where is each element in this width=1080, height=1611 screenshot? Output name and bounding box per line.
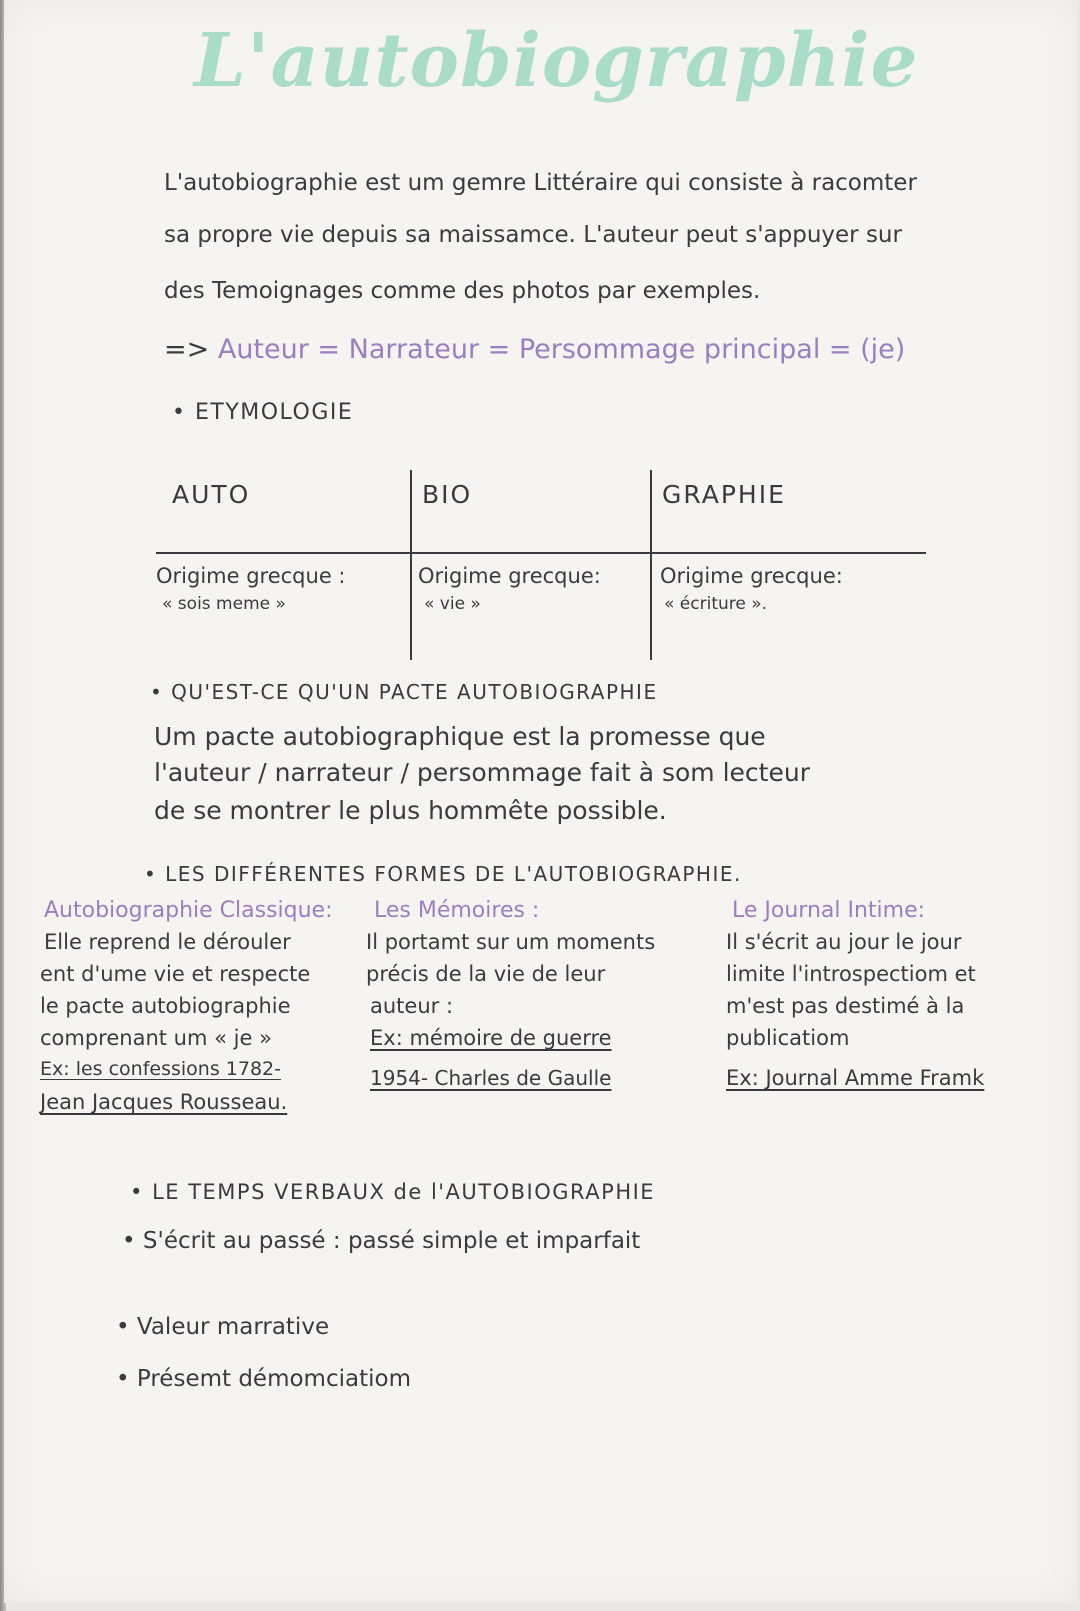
forme-memoires-example: 1954- Charles de Gaulle	[370, 1066, 612, 1090]
column-header-auto: AUTO	[172, 480, 251, 509]
forme-classique-line: Elle reprend le dérouler	[44, 930, 291, 954]
forme-classique-line: ent d'ume vie et respecte	[40, 962, 311, 986]
forme-classique-example: Ex: les confessions 1782-	[40, 1058, 281, 1080]
valeur-narrative-item: • Valeur marrative	[116, 1314, 329, 1340]
notebook-page	[4, 0, 1078, 1603]
equation-arrow: =>	[164, 334, 210, 365]
forme-memoires-line: auteur :	[370, 994, 454, 1018]
forme-memoires-example: Ex: mémoire de guerre	[370, 1026, 612, 1050]
forme-journal-line: publicatiom	[726, 1026, 850, 1050]
forme-classique-example: Jean Jacques Rousseau.	[40, 1090, 288, 1114]
pacte-line-1: Um pacte autobiographique est la promesse que	[154, 722, 766, 751]
forme-memoires-line: précis de la vie de leur	[366, 962, 606, 986]
table-cell-meaning: « vie »	[424, 594, 481, 614]
page-title: L'autobiographie	[194, 18, 919, 104]
table-cell-origin: Origime grecque:	[418, 564, 601, 588]
intro-line-1: L'autobiographie est um gemre Littéraire qui consiste à racomter	[164, 170, 917, 196]
etymology-heading: • ETYMOLOGIE	[172, 400, 353, 425]
forme-memoires-line: Il portamt sur um moments	[366, 930, 656, 954]
table-divider	[650, 470, 652, 660]
forme-title-memoires: Les Mémoires :	[374, 898, 540, 923]
temps-line: • S'écrit au passé : passé simple et imparfait	[122, 1228, 640, 1254]
intro-line-3: des Temoignages comme des photos par exemples.	[164, 278, 761, 304]
present-enonciation-item: • Présemt démomciatiom	[116, 1366, 411, 1392]
equation-line	[164, 334, 905, 365]
forme-classique-line: comprenant um « je »	[40, 1026, 272, 1050]
forme-journal-example: Ex: Journal Amme Framk	[726, 1066, 985, 1090]
pacte-line-2: l'auteur / narrateur / persommage fait à som lecteur	[154, 758, 810, 787]
forme-classique-line: le pacte autobiographie	[40, 994, 291, 1018]
etymology-table	[156, 470, 926, 670]
intro-line-2: sa propre vie depuis sa maissamce. L'auteur peut s'appuyer sur	[164, 222, 902, 248]
pacte-heading: • QU'EST-CE QU'UN PACTE AUTOBIOGRAPHIE	[150, 680, 658, 704]
forme-title-journal: Le Journal Intime:	[732, 898, 926, 923]
table-cell-meaning: « écriture ».	[664, 594, 768, 614]
column-header-graphie: GRAPHIE	[662, 480, 786, 509]
pacte-line-3: de se montrer le plus hommête possible.	[154, 796, 667, 825]
forme-journal-line: m'est pas destimé à la	[726, 994, 965, 1018]
table-cell-origin: Origime grecque :	[156, 564, 346, 588]
equation-text: Auteur = Narrateur = Persommage principal = (je)	[217, 334, 906, 365]
forme-journal-line: Il s'écrit au jour le jour	[726, 930, 962, 954]
forme-title-classique: Autobiographie Classique:	[44, 898, 333, 923]
table-cell-origin: Origime grecque:	[660, 564, 843, 588]
table-cell-meaning: « sois meme »	[162, 594, 286, 614]
table-divider	[410, 470, 412, 660]
forme-journal-line: limite l'introspectiom et	[726, 962, 976, 986]
formes-heading: • LES DIFFÉRENTES FORMES DE L'AUTOBIOGRAPHIE.	[144, 862, 742, 886]
column-header-bio: BIO	[422, 480, 473, 509]
table-divider	[156, 552, 926, 554]
temps-heading: • LE TEMPS VERBAUX de l'AUTOBIOGRAPHIE	[130, 1180, 655, 1204]
